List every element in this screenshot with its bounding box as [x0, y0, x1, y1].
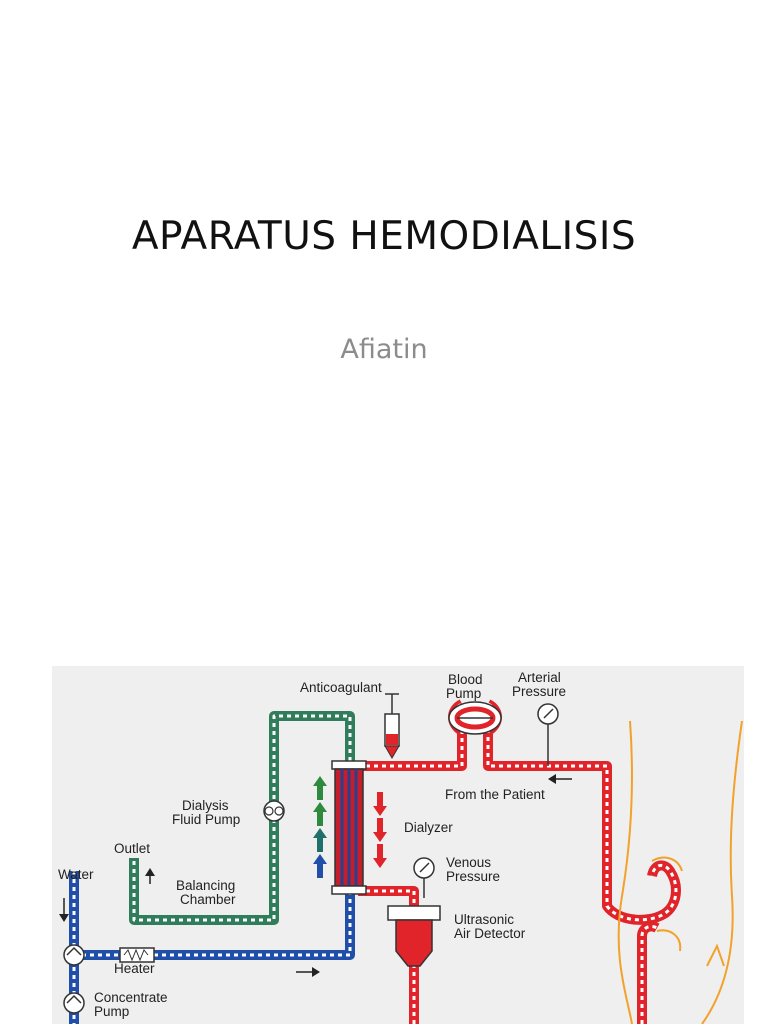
label-venous-pressure: Venous: [446, 855, 492, 870]
label-outlet: Outlet: [114, 841, 151, 856]
pump-icon: [64, 993, 84, 1013]
heater-icon: [120, 948, 154, 962]
pump-icon: [64, 945, 84, 965]
slide-subtitle: Afiatin: [340, 334, 428, 365]
label-water: Water: [58, 867, 94, 882]
pump-icon: [264, 801, 284, 821]
label-from-the-patient: From the Patient: [445, 787, 545, 802]
label-blood-pump: Pump: [446, 686, 482, 701]
label-venous-pressure: Pressure: [446, 869, 501, 884]
label-ultrasonic-air-detector: Air Detector: [454, 926, 526, 941]
label-dialyzer: Dialyzer: [404, 820, 453, 835]
label-blood-pump: Blood: [448, 672, 483, 687]
label-balancing-chamber: Balancing: [176, 878, 236, 893]
label-ultrasonic-air-detector: Ultrasonic: [454, 912, 515, 927]
label-anticoagulant: Anticoagulant: [300, 680, 382, 695]
label-dialysis-fluid-pump: Dialysis: [182, 798, 229, 813]
label-balancing-chamber: Chamber: [180, 892, 236, 907]
label-arterial-pressure: Pressure: [512, 684, 567, 699]
blood-pump: [449, 702, 501, 734]
label-concentrate-pump: Pump: [94, 1004, 130, 1019]
dialyzer: [332, 761, 366, 894]
label-arterial-pressure: Arterial: [518, 670, 561, 685]
label-dialysis-fluid-pump: Fluid Pump: [172, 812, 241, 827]
hemodialysis-diagram: [52, 666, 744, 1024]
label-concentrate-pump: Concentrate: [94, 990, 168, 1005]
slide-title: APARATUS HEMODIALISIS: [131, 214, 637, 259]
label-heater: Heater: [114, 961, 155, 976]
